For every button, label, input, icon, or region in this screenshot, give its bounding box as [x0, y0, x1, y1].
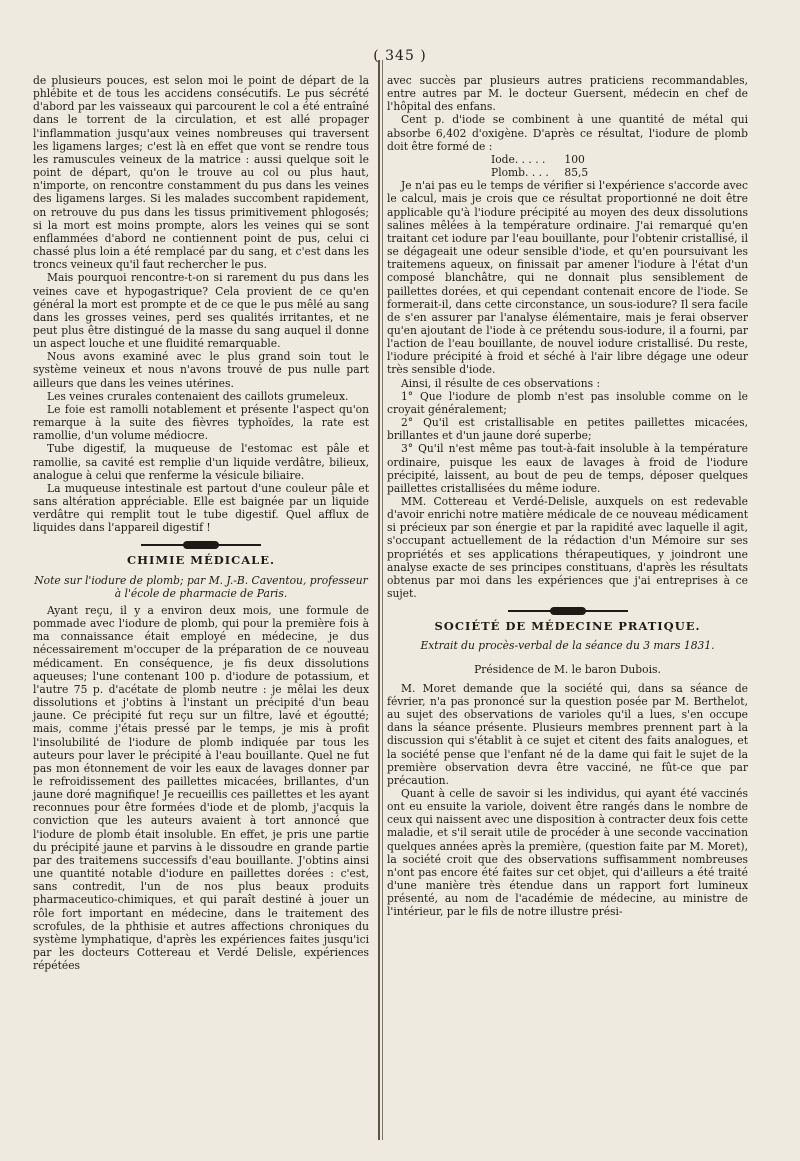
- paragraph: 2° Qu'il est cristallisable en petites paillettes micacées, brillantes et d'un jaune doré superbe;: [387, 416, 748, 443]
- paragraph: 1° Que l'iodure de plomb n'est pas insoluble comme on le croyait généralement;: [387, 389, 748, 416]
- formula-label: Iode. . . . .: [491, 152, 546, 166]
- column-divider-thin: [382, 60, 383, 1140]
- formula-label: Plomb. . . .: [491, 166, 549, 180]
- page-number: ( 345 ): [373, 48, 427, 64]
- article-subtitle: Extrait du procès-verbal de la séance du 3 mars 1831.: [420, 639, 715, 653]
- formula-row-plomb: [491, 166, 748, 179]
- paragraph: Ainsi, il résulte de ces observations :: [401, 376, 601, 390]
- presidence-line: Présidence de M. le baron Dubois.: [474, 662, 661, 676]
- paragraph: Quant à celle de savoir si les individus, qui ayant été vaccinés ont eu ensuite la variole, doivent être rangés dans le nombre de ceux qui naissent avec une disposition à contracter deux fois cette maladie, et s'il serait utile de procéder à une seconde vaccination quelques années après la première, (question faite par M. Moret), la société croit que des observations suffisamment nombreuses n'ont pas encore été faites sur cet objet, qui d'ailleurs a été traité d'une manière très étendue dans un rapport fort lumineux présenté, au nom de l'académie de médecine, au ministre de l'intérieur, par le fils de notre illustre prési-: [387, 786, 749, 919]
- formula-row-iode: [491, 153, 748, 166]
- paragraph: Nous avons examiné avec le plus grand soin tout le système veineux et nous n'avons trouvé de pus nulle part ailleurs que dans les veines utérines.: [33, 350, 369, 390]
- right-column: [387, 74, 748, 919]
- paragraph: Je n'ai pas eu le temps de vérifier si l'expérience s'accorde avec le calcul, mais je crois que ce résultat proportionné ne doit être applicable qu'à l'iodure précipité au moyen des deux dissolutions salines mêlées à la température ordinaire. J'ai remarqué qu'en traitant cet iodure par l'eau bouillante, pour l'obtenir cristallisé, il se dégageait une odeur sensible d'iode, et qu'en poursuivant les traitemens aqueux, on finissait par amener l'iodure à l'état d'un composé blanchâtre, qui ne donnait plus sensiblement de paillettes dorées, et qui cependant contenait encore de l'iode. Se formerait-il, dans cette circonstance, un sous-iodure? Il sera facile de s'en assurer par l'analyse élémentaire, mais je ferai observer qu'en ajoutant de l'iode à ce prétendu sous-iodure, il a fourni, par l'action de l'eau bouillante, de nouvel iodure cristallisé. Du reste, l'iodure précipité à froid et séché à l'air libre dégage une odeur très sensible d'iode.: [387, 179, 748, 377]
- left-column: [33, 74, 369, 972]
- paragraph: Ayant reçu, il y a environ deux mois, une formule de pommade avec l'iodure de plomb, qui pour la première fois à ma connaissance était employé en médecine, je dus nécessairement m'occuper de la préparation de ce nouveau médicament. En conséquence, je fis deux dissolutions aqueuses; l'une contenant 100 p. d'iodure de potassium, et l'autre 75 p. d'acétate de plomb neutre : je mêlai les deux dissolutions et j'obtins à l'instant un précipité d'un beau jaune. Ce précipité fut reçu sur un filtre, lavé et égoutté; mais, comme j'étais pressé par le temps, je mis à profit l'insolubilité de l'iodure de plomb indiquée par tous les auteurs pour laver le précipité à l'eau bouillante. Quel ne fut pas mon étonnement de voir les eaux de lavages donner par le refroidissement des paillettes micacées, brillantes, d'un jaune doré magnifique! Je recueillis ces paillettes et les ayant reconnues pour être formées d'iode et de plomb, j'acquis la conviction que les auteurs avaient à tort annoncé que l'iodure de plomb était insoluble. En effet, je pris une partie du précipité jaune et parvins à le dissoudre en grande partie par des traitemens successifs d'eau bouillante. J'obtins ainsi une quantité notable d'iodure en paillettes dorées : c'est, sans contredit, l'un de nos plus beaux produits pharmaceutico-chimiques, et qui paraît destiné à jouer un rôle fort important en médecine, dans le traitement des scrofules, de la phthisie et autres affections chroniques du système lymphatique, d'après les expériences faites jusqu'ici par les docteurs Cottereau et Verdé Delisle, expériences répétées: [33, 603, 369, 973]
- paragraph: Le foie est ramolli notablement et présente l'aspect qu'on remarque à la suite des fièvres typhoïdes, la rate est ramollie, d'un volume médiocre.: [33, 402, 369, 443]
- column-divider: [378, 60, 380, 1140]
- paragraph: 3° Qu'il n'est même pas tout-à-fait insoluble à la température ordinaire, puisque les eaux de lavages à froid de l'iodure précipité, laissent, au bout de peu de temps, déposer quelques paillettes cristallisées du même iodure.: [387, 442, 748, 495]
- paragraph: de plusieurs pouces, est selon moi le point de départ de la phlébite et de tous les accidens consécutifs. Le pus sécrété d'abord par les vaisseaux qui parcourent le col a été entraîné dans le torrent de la circulation, et est allé propager l'inflammation jusqu'aux veines nombreuses qui traversent les ligamens larges; c'est là en effet que vont se rendre tous les ramuscules veineux de la matrice : aussi quelque soit le point de départ, qu'on le trouve au col ou plus haut, n'importe, on rencontre constamment du pus dans les veines des ligamens larges. Si les malades succombent rapidement, on retrouve du pus dans les tissus primitivement phlogosés; si la mort est moins prompte, alors les veines qui se sont enflammées d'abord ne contiennent point de pus, celui ci chassé plus loin a été remplacé par du sang, et c'est dans les troncs veineux qu'il faut rechercher le pus.: [33, 74, 369, 272]
- paragraph: M. Moret demande que la société qui, dans sa séance de février, n'a pas prononcé sur la question posée par M. Berthelot, au sujet des observations de varioles qu'il a lues, s'en occupe dans la séance présente. Plusieurs membres prennent part à la discussion qui s'établit à ce sujet et citent des faits analogues, et la société pense que l'enfant né de la dame qui fait le sujet de la première observation devra être vacciné, ne fût-ce que par précaution.: [387, 681, 748, 787]
- section-heading-chimie: CHIMIE MÉDICALE.: [126, 553, 276, 568]
- paragraph: Cent p. d'iode se combinent à une quantité de métal qui absorbe 6,402 d'oxigène. D'après ce résultat, l'iodure de plomb doit être formé de :: [387, 113, 748, 153]
- paragraph: avec succès par plusieurs autres praticiens recommandables, entre autres par M. le docteur Guersent, médecin en chef de l'hôpital des enfans.: [387, 74, 748, 114]
- article-subtitle: Note sur l'iodure de plomb; par M. J.-B. Caventou, professeur à l'école de pharmacie de Paris.: [34, 573, 368, 600]
- section-heading-societe: SOCIÉTÉ DE MÉDECINE PRATIQUE.: [434, 619, 701, 634]
- formula-value: 85,5: [564, 166, 589, 180]
- paragraph: Les veines crurales contenaient des caillots grumeleux.: [47, 389, 349, 403]
- paragraph: MM. Cottereau et Verdé-Delisle, auxquels on est redevable d'avoir enrichi notre matière médicale de ce nouveau médicament si précieux par son énergie et par la rapidité avec laquelle il agit, s'occupant actuellement de la rédaction d'un Mémoire sur ses propriétés et ses applications thérapeutiques, y joindront une analyse exacte de ses principes constituans, d'après les résultats obtenus par moi dans les expériences que j'ai entreprises à ce sujet.: [387, 495, 748, 601]
- paragraph: La muqueuse intestinale est partout d'une couleur pâle et sans altération appréciable. Elle est baignée par un liquide verdâtre qui remplit tout le tube digestif. Quel afflux de liquides dans l'appareil digestif !: [33, 481, 369, 535]
- formula-value: 100: [564, 152, 585, 166]
- paragraph: Mais pourquoi rencontre-t-on si rarement du pus dans les veines cave et hypogastrique? Cela provient de ce qu'en général la mort est prompte et de ce que le pus mêlé au sang dans les grosses veines, perd ses qualités irritantes, et ne peut plus être distingué de la masse du sang auquel il donne un aspect louche et une fluidité remarquable.: [33, 271, 369, 351]
- paragraph: Tube digestif, la muqueuse de l'estomac est pâle et ramollie, sa cavité est remplie d'un liquide verdâtre, bilieux, analogue à celui que renferme la vésicule biliaire.: [33, 442, 369, 482]
- section-ornament: [508, 607, 628, 615]
- section-ornament: [141, 541, 261, 549]
